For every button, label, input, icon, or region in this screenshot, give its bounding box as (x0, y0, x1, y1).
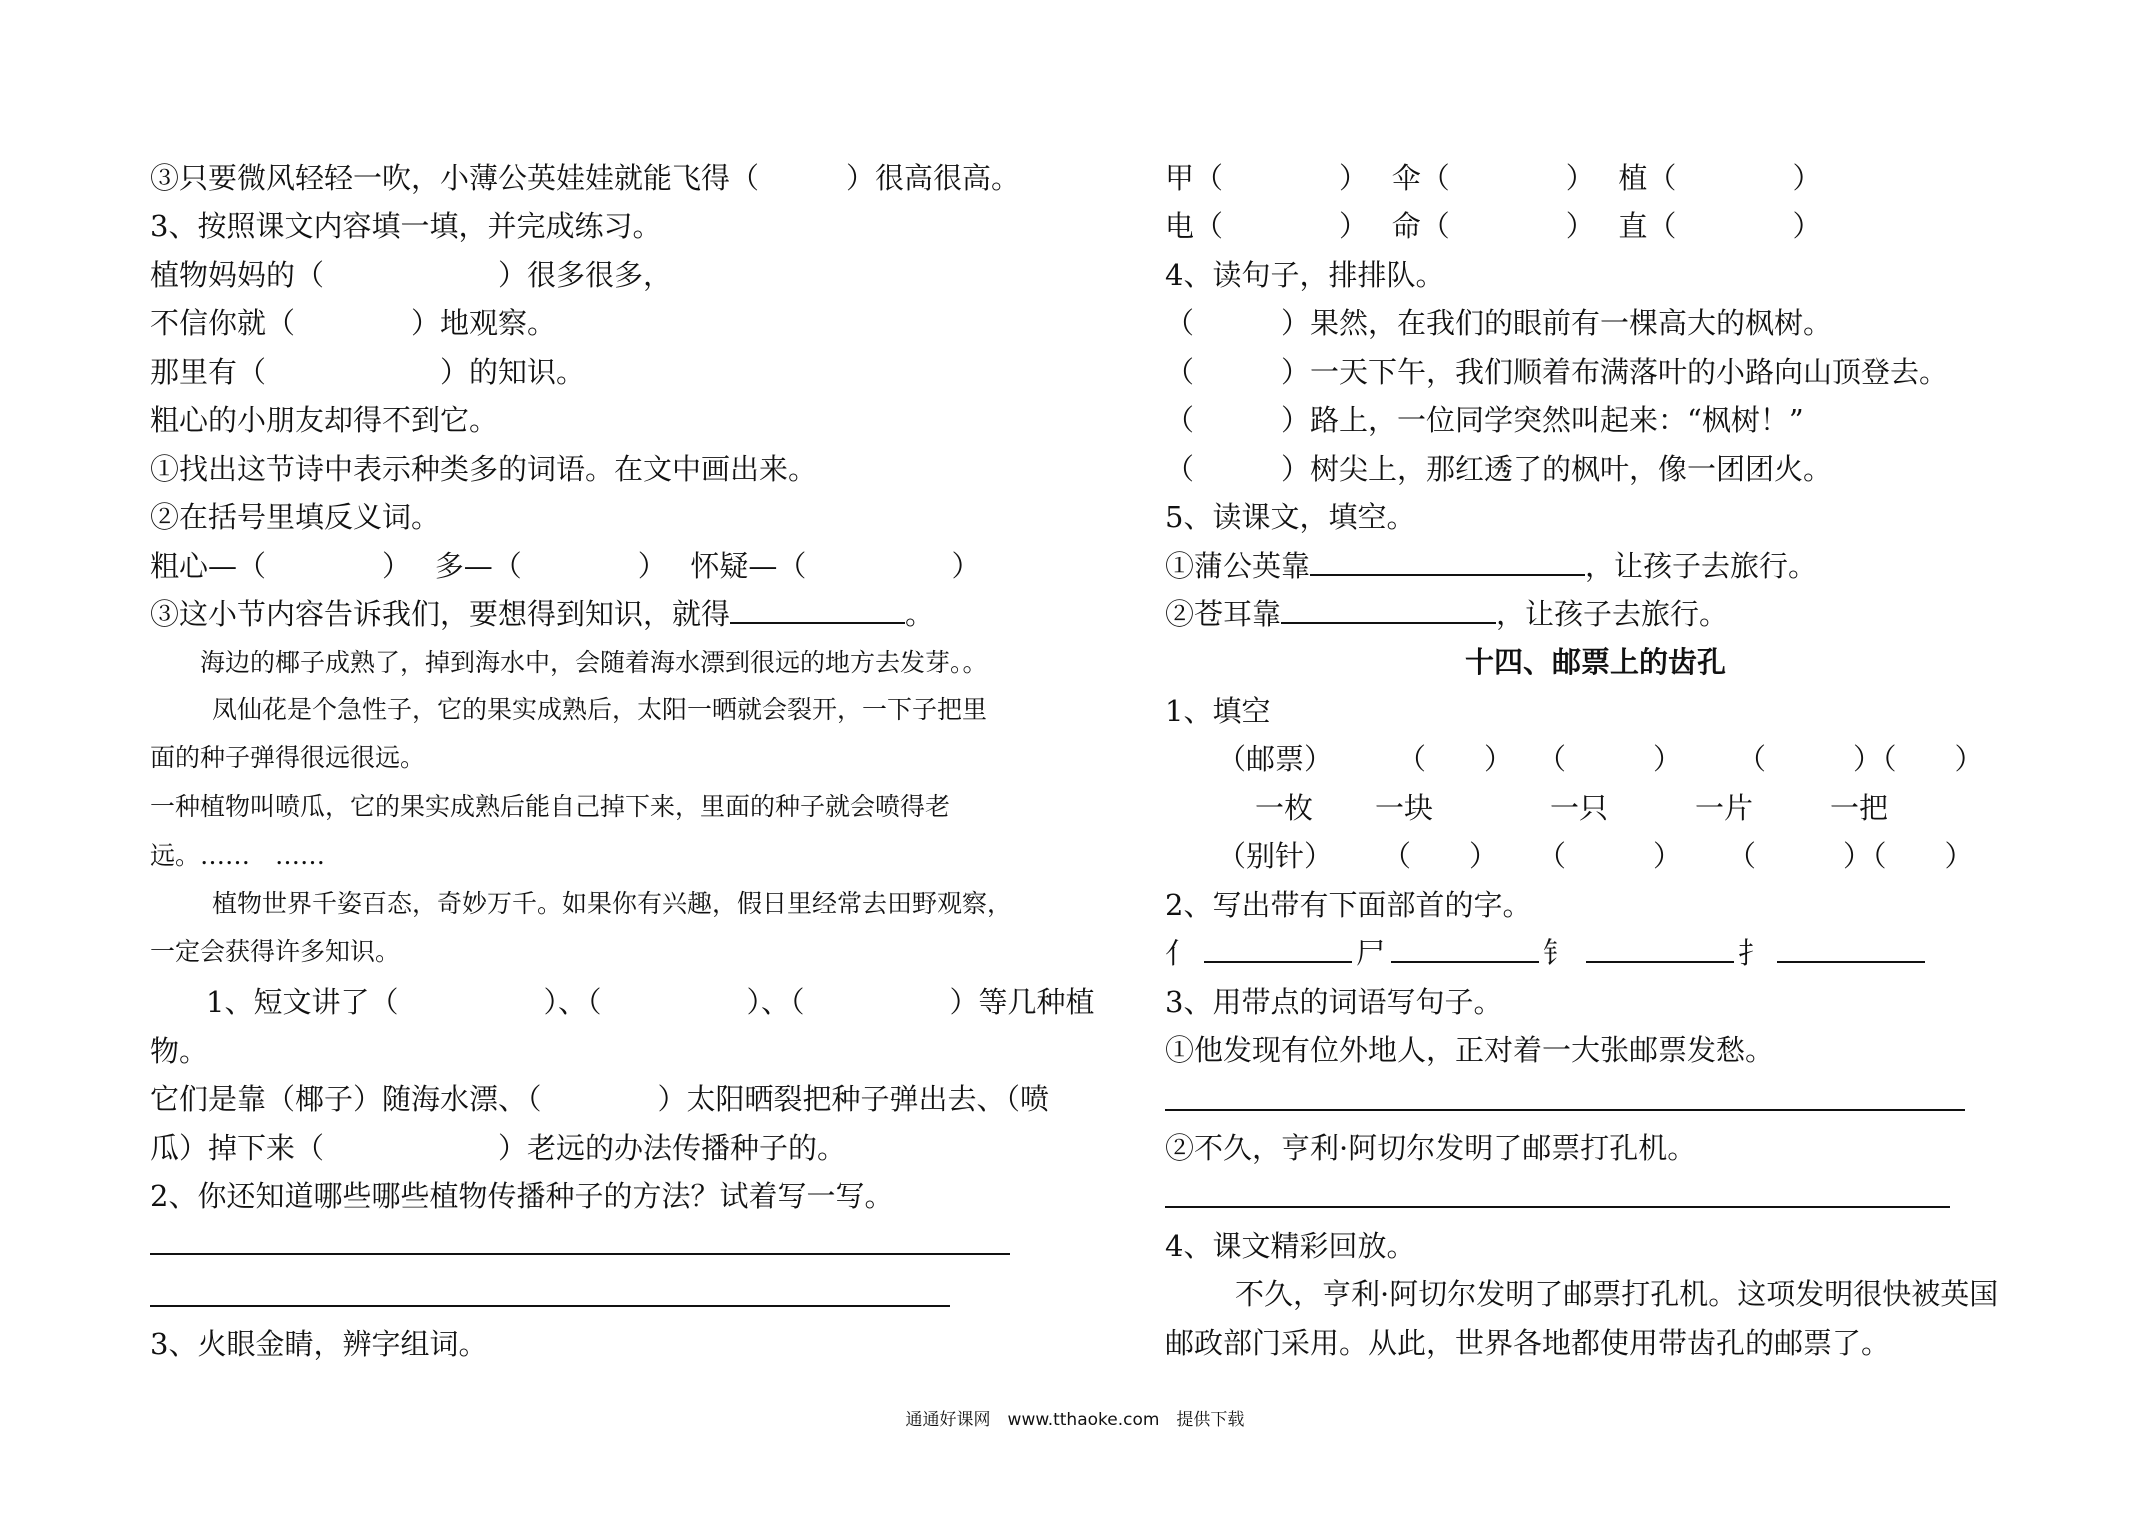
measure-cell: （ ） (1397, 742, 1514, 776)
passage-para-2a: 凤仙花是个急性子，它的果实成熟后，太阳一晒就会裂开，一下子把里 (212, 695, 988, 724)
section-q2: 2、写出带有下面部首的字。 (1165, 888, 1532, 922)
order-sentence-1: （ ）果然，在我们的眼前有一棵高大的枫树。 (1165, 306, 1833, 340)
passage-para-4a: 植物世界千姿百态，奇妙万千。如果你有兴趣，假日里经常去田野观察， (212, 889, 1013, 918)
measure-cell: （ ）（ ） (1737, 742, 1984, 776)
section-q4: 4、课文精彩回放。 (1165, 1229, 1416, 1263)
measure-row-1 (1217, 739, 1984, 779)
question-1c: 它们是靠（椰子）随海水漂、（ ）太阳晒裂把种子弹出去、（喷 (150, 1082, 1050, 1116)
question-1d: 瓜）掉下来（ ）老远的办法传播种子的。 (150, 1131, 847, 1165)
left-line-1: ③只要微风轻轻一吹，小薄公英娃娃就能飞得（ ）很高很高。 (150, 161, 1021, 195)
measure-row-2 (1255, 788, 1888, 828)
question-1b: 物。 (150, 1034, 209, 1068)
question-1a: 1、短文讲了（ ）、（ ）、（ ）等几种植 (206, 985, 1095, 1019)
passage-para-3b: 远。…… …… (150, 841, 326, 870)
sentence-prompt-1: ①他发现有位外地人，正对着一大张邮票发愁。 (1165, 1033, 1775, 1067)
radical: 亻 (1165, 936, 1195, 970)
answer-blank[interactable] (730, 594, 905, 624)
passage-para-1: 海边的椰子成熟了，掉到海水中，会随着海水漂到很远的地方去发芽。。 (200, 648, 988, 677)
question-2: 2、你还知道哪些哪些植物传播种子的方法？试着写一写。 (150, 1179, 894, 1213)
left-line-10-text: ③这小节内容告诉我们，要想得到知识，就得 (150, 597, 731, 631)
answer-blank[interactable] (1777, 933, 1925, 963)
fill-dandelion-text: ①蒲公英靠 (1165, 549, 1311, 583)
answer-blank[interactable] (1391, 933, 1539, 963)
passage-line-1: 不久，亨利·阿切尔发明了邮票打孔机。这项发明很快被英国 (1235, 1277, 1999, 1311)
answer-blank[interactable] (1281, 594, 1496, 624)
left-line-5: 那里有（ ）的知识。 (150, 355, 586, 389)
left-line-7: ①找出这节诗中表示种类多的词语。在文中画出来。 (150, 452, 818, 486)
measure-cell: （ ） (1382, 839, 1499, 873)
antonym-row: 粗心—（ ） 多—（ ） 怀疑—（ ） (150, 549, 981, 583)
measure-word: 一块 (1375, 791, 1434, 825)
left-line-2: 3、按照课文内容填一填，并完成练习。 (150, 209, 662, 243)
order-sentence-4: （ ）树尖上，那红透了的枫叶，像一团团火。 (1165, 452, 1833, 486)
fill-cocklebur (1165, 594, 1728, 634)
answer-line-4[interactable] (1165, 1206, 1950, 1208)
passage-para-4b: 一定会获得许多知识。 (150, 937, 401, 966)
radical-row (1165, 933, 1925, 973)
left-line-10 (150, 594, 934, 634)
order-sentence-2: （ ）一天下午，我们顺着布满落叶的小路向山顶登去。 (1165, 355, 1949, 389)
passage-para-3a: 一种植物叫喷瓜，它的果实成熟后能自己掉下来，里面的种子就会喷得老 (150, 792, 951, 821)
measure-cell: （ ）（ ） (1727, 839, 1974, 873)
answer-line-2[interactable] (150, 1305, 950, 1307)
order-sentence-3: （ ）路上，一位同学突然叫起来：“枫树！” (1165, 403, 1804, 437)
question-3: 3、火眼金睛，辨字组词。 (150, 1327, 488, 1361)
radical: 尸 (1356, 936, 1386, 970)
fill-cocklebur-end: ，让孩子去旅行。 (1496, 597, 1729, 631)
section-title: 十四、邮票上的齿孔 (1465, 645, 1727, 679)
right-q4: 4、读句子，排排队。 (1165, 258, 1445, 292)
radical: 扌 (1738, 936, 1768, 970)
measure-cell: （ ） (1537, 742, 1683, 776)
radical: 钅 (1543, 936, 1573, 970)
sentence-prompt-2: ②不久，亨利·阿切尔发明了邮票打孔机。 (1165, 1131, 1697, 1165)
left-line-8: ②在括号里填反义词。 (150, 500, 441, 534)
answer-line-3[interactable] (1165, 1109, 1965, 1111)
measure-word: 一只 (1550, 791, 1609, 825)
answer-blank[interactable] (1310, 546, 1585, 576)
char-compare-row-2: 电（ ） 命（ ） 直（ ） (1165, 209, 1822, 243)
answer-line-1[interactable] (150, 1253, 1010, 1255)
measure-word: 一把 (1830, 791, 1889, 825)
measure-cell: （别针） (1217, 839, 1334, 873)
footer-credit: 通通好课网 www.tthaoke.com 提供下载 (905, 1410, 1245, 1430)
fill-dandelion-end: ，让孩子去旅行。 (1585, 549, 1818, 583)
answer-blank[interactable] (1586, 933, 1734, 963)
passage-line-2: 邮政部门采用。从此，世界各地都使用带齿孔的邮票了。 (1165, 1326, 1891, 1360)
measure-cell: （邮票） (1217, 742, 1334, 776)
measure-cell: （ ） (1537, 839, 1683, 873)
left-line-10-end: 。 (905, 597, 935, 631)
measure-word: 一片 (1695, 791, 1754, 825)
measure-row-3 (1217, 836, 1974, 876)
fill-cocklebur-text: ②苍耳靠 (1165, 597, 1282, 631)
left-line-4: 不信你就（ ）地观察。 (150, 306, 557, 340)
section-q1: 1、填空 (1165, 694, 1271, 728)
passage-para-2b: 面的种子弹得很远很远。 (150, 743, 426, 772)
right-q5: 5、读课文，填空。 (1165, 500, 1416, 534)
left-line-3: 植物妈妈的（ ）很多很多， (150, 258, 673, 292)
left-line-6: 粗心的小朋友却得不到它。 (150, 403, 499, 437)
section-q3: 3、用带点的词语写句子。 (1165, 985, 1503, 1019)
char-compare-row-1: 甲（ ） 伞（ ） 植（ ） (1165, 161, 1822, 195)
answer-blank[interactable] (1204, 933, 1352, 963)
measure-word: 一枚 (1255, 791, 1314, 825)
fill-dandelion (1165, 546, 1817, 586)
